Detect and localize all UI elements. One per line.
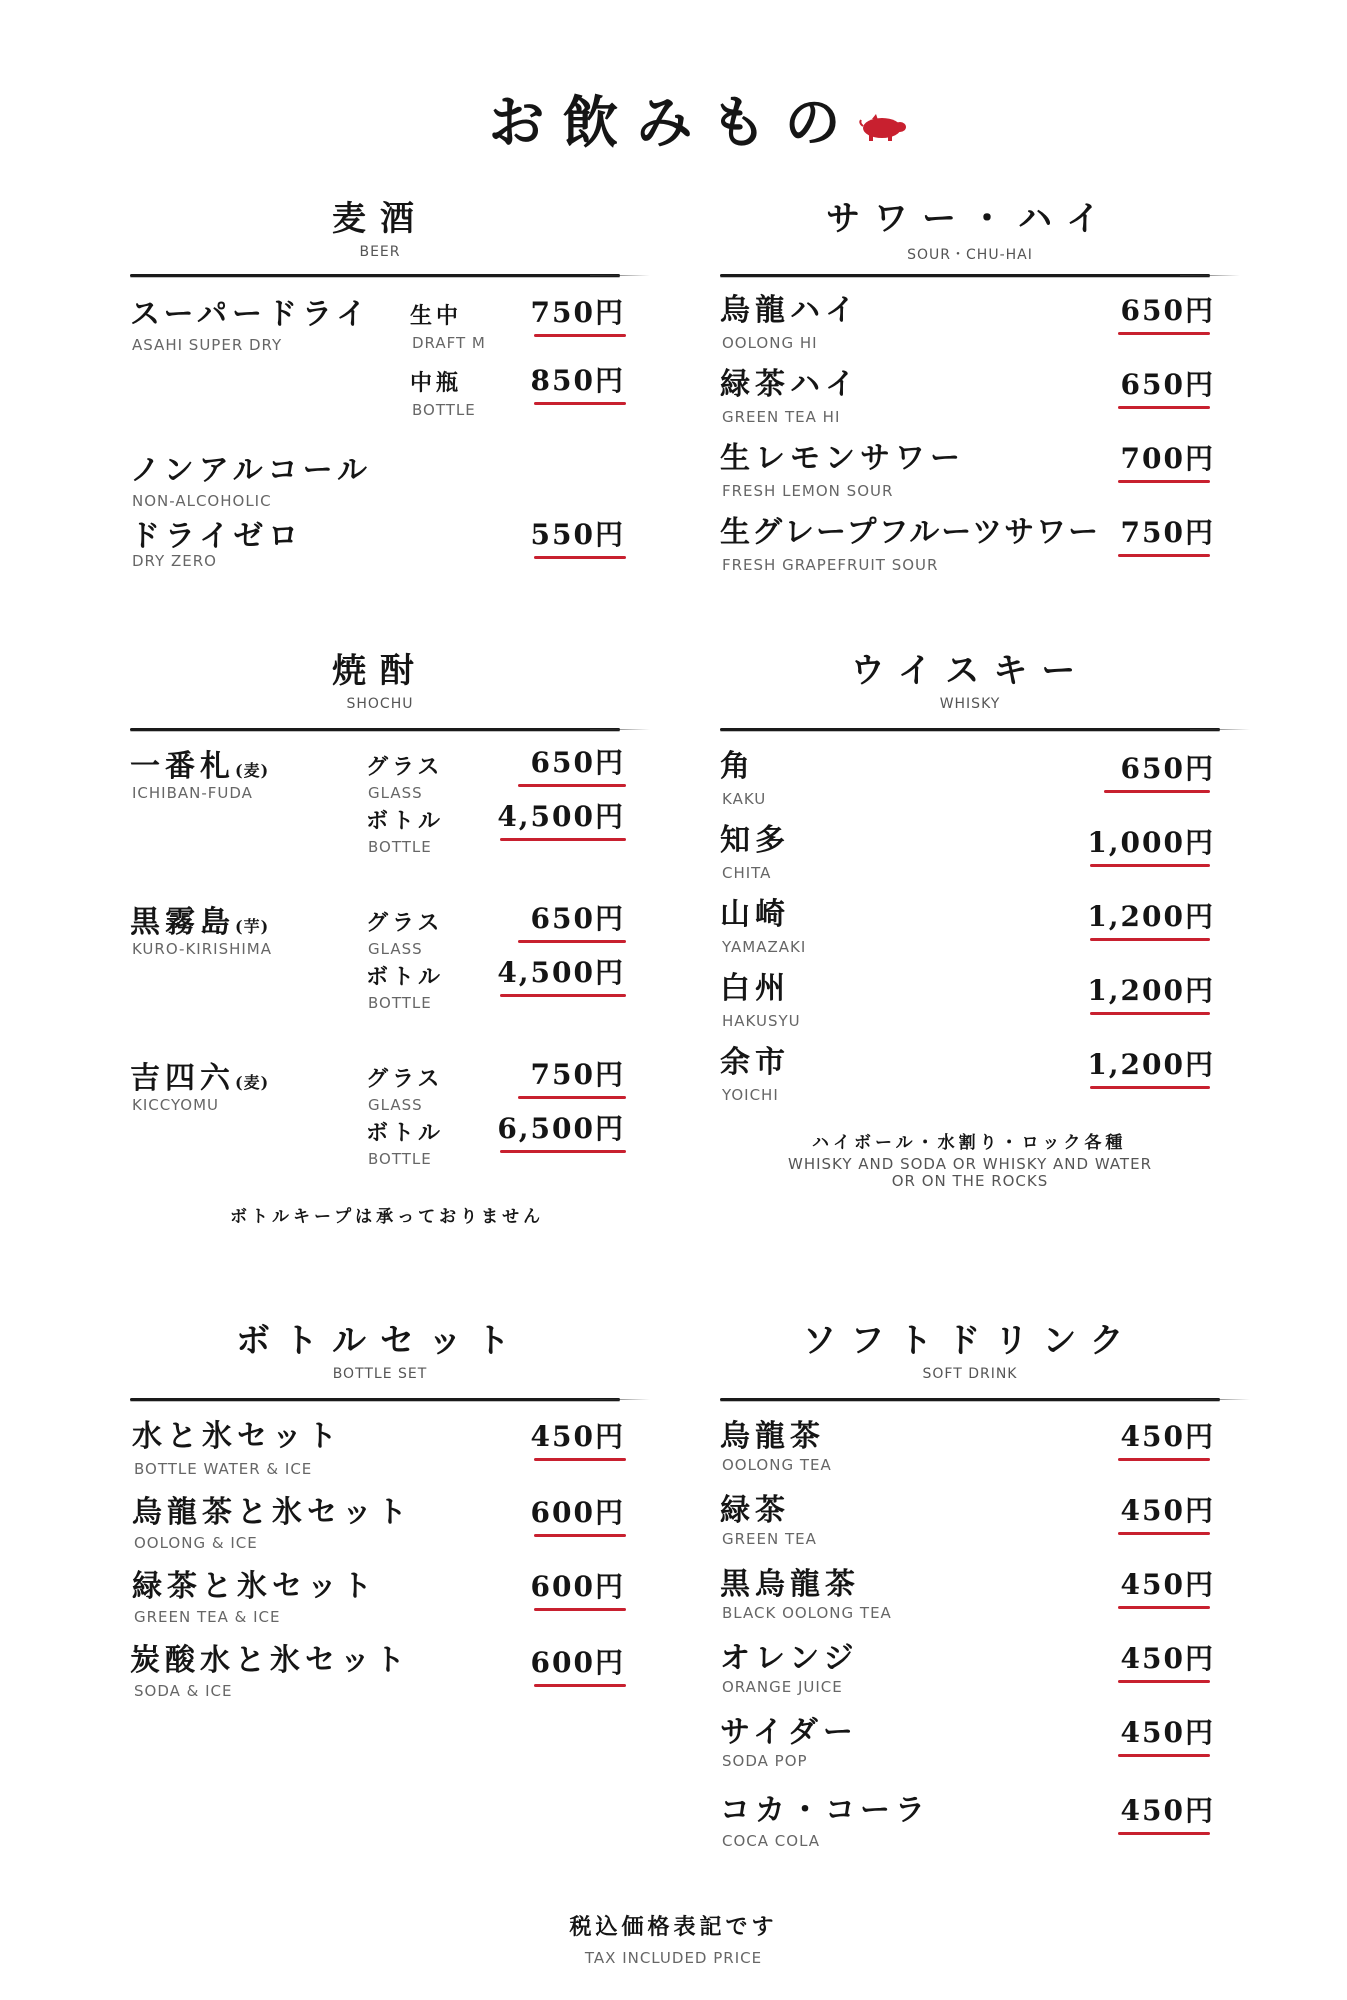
- beer-item-name: スーパードライ: [130, 297, 372, 332]
- shochu-name-text: 吉四六: [130, 1061, 235, 1096]
- price-underline: [1118, 554, 1210, 557]
- softdrink-header: [720, 1320, 1220, 1382]
- menu-item-name: 炭酸水と氷セット: [130, 1643, 410, 1678]
- pig-icon: [858, 112, 908, 142]
- price-underline: [1118, 406, 1210, 409]
- sour-subtitle: SOUR・CHU-HAI: [907, 247, 1033, 263]
- price-underline: [1090, 938, 1210, 941]
- menu-item-en: BLACK OOLONG TEA: [722, 1604, 892, 1622]
- price: 750円: [530, 1058, 625, 1091]
- price: 650円: [530, 902, 625, 935]
- menu-item-name: 水と氷セット: [132, 1419, 342, 1454]
- whisky-title: ウイスキー: [850, 651, 1090, 691]
- price-underline: [518, 784, 626, 787]
- bottle-label-en: BOTTLE: [368, 838, 432, 856]
- menu-item-en: SODA POP: [722, 1752, 808, 1770]
- price-underline: [518, 1096, 626, 1099]
- price: 600円: [530, 1570, 625, 1603]
- shochu-name-en: KICCYOMU: [132, 1096, 220, 1114]
- menu-item-name: 生グレープフルーツサワー: [720, 515, 1101, 550]
- glass-label-en: GLASS: [368, 1096, 423, 1114]
- menu-item-name: 黒烏龍茶: [720, 1567, 860, 1602]
- price: 450円: [1120, 1494, 1215, 1527]
- bottle-label: ボトル: [366, 1120, 445, 1146]
- price: 450円: [1120, 1420, 1215, 1453]
- price: 1,000円: [1087, 826, 1215, 859]
- price: 450円: [1120, 1794, 1215, 1827]
- menu-item-name: 緑茶と氷セット: [132, 1569, 377, 1604]
- shochu-name-en: KURO-KIRISHIMA: [132, 940, 273, 958]
- beer-header: [130, 198, 630, 260]
- price: 4,500円: [497, 800, 625, 833]
- beer-item-en: ASAHI SUPER DRY: [132, 336, 283, 354]
- menu-item-en: CHITA: [722, 864, 772, 882]
- shochu-type: (麦): [235, 1073, 270, 1092]
- price: 650円: [1120, 294, 1215, 327]
- menu-item-en: FRESH GRAPEFRUIT SOUR: [722, 556, 939, 574]
- price-underline: [1090, 1012, 1210, 1015]
- price: 650円: [1120, 752, 1215, 785]
- menu-item-name: 緑茶ハイ: [720, 367, 860, 402]
- price: 600円: [530, 1646, 625, 1679]
- price: 700円: [1120, 442, 1215, 475]
- beer-divider: [130, 274, 620, 277]
- price-underline: [1118, 1832, 1210, 1835]
- menu-item-en: GREEN TEA & ICE: [134, 1608, 281, 1626]
- menu-item-name: 山崎: [720, 897, 790, 932]
- menu-item-en: KAKU: [722, 790, 767, 808]
- whisky-divider: [720, 728, 1220, 731]
- shochu-header: [130, 650, 630, 712]
- price: 1,200円: [1087, 974, 1215, 1007]
- softdrink-divider: [720, 1398, 1220, 1401]
- menu-item-en: OOLONG HI: [722, 334, 818, 352]
- price-underline: [518, 940, 626, 943]
- tax-note-en: TAX INCLUDED PRICE: [584, 1949, 763, 1967]
- tax-note: 税込価格表記です: [569, 1914, 778, 1940]
- price-underline: [1090, 1086, 1210, 1089]
- menu-item-en: BOTTLE WATER & ICE: [134, 1460, 313, 1478]
- menu-item-en: YAMAZAKI: [722, 938, 807, 956]
- price-underline: [1118, 332, 1210, 335]
- price-underline: [534, 1458, 626, 1461]
- price-underline: [1118, 480, 1210, 483]
- bottle-label: ボトル: [366, 808, 445, 834]
- price-underline: [500, 1150, 626, 1153]
- price: 4,500円: [497, 956, 625, 989]
- price-underline: [534, 1534, 626, 1537]
- beer-size-en: DRAFT M: [412, 334, 486, 352]
- price-underline: [534, 556, 626, 559]
- price: 1,200円: [1087, 1048, 1215, 1081]
- price-underline: [1118, 1754, 1210, 1757]
- beer-size-label: 生中: [410, 303, 463, 329]
- shochu-name-text: 黒霧島: [130, 905, 235, 940]
- menu-item-name: 余市: [720, 1045, 790, 1080]
- price-underline: [1118, 1458, 1210, 1461]
- bottleset-subtitle: BOTTLE SET: [332, 1366, 428, 1382]
- price: 850円: [530, 364, 625, 397]
- bottle-label: ボトル: [366, 964, 445, 990]
- nonalc-heading-en: NON-ALCOHOLIC: [132, 492, 272, 510]
- menu-item-en: GREEN TEA: [722, 1530, 817, 1548]
- price-underline: [1090, 864, 1210, 867]
- beer-item-en: DRY ZERO: [132, 552, 217, 570]
- menu-item-name: 緑茶: [720, 1493, 790, 1528]
- beer-title: 麦酒: [332, 199, 428, 239]
- menu-item-en: YOICHI: [722, 1086, 779, 1104]
- menu-item-en: OOLONG TEA: [722, 1456, 832, 1474]
- menu-item-en: COCA COLA: [722, 1832, 821, 1850]
- bottleset-divider: [130, 1398, 620, 1401]
- glass-label-en: GLASS: [368, 940, 423, 958]
- menu-item-en: OOLONG & ICE: [134, 1534, 258, 1552]
- beer-size-label: 中瓶: [410, 370, 463, 396]
- price-underline: [500, 994, 626, 997]
- beer-item-name: ドライゼロ: [130, 519, 304, 554]
- price: 600円: [530, 1496, 625, 1529]
- whisky-note-en-line2: OR ON THE ROCKS: [891, 1172, 1049, 1190]
- menu-item-name: 角: [720, 749, 755, 784]
- menu-item-en: SODA & ICE: [134, 1682, 233, 1700]
- whisky-header: [720, 650, 1220, 712]
- softdrink-subtitle: SOFT DRINK: [922, 1366, 1018, 1382]
- price: 1,200円: [1087, 900, 1215, 933]
- price-underline: [534, 1684, 626, 1687]
- shochu-subtitle: SHOCHU: [346, 696, 414, 712]
- menu-item-name: 知多: [720, 823, 790, 858]
- nonalc-heading: ノンアルコール: [130, 453, 372, 488]
- bottle-label-en: BOTTLE: [368, 1150, 432, 1168]
- price-underline: [534, 402, 626, 405]
- price-underline: [534, 1608, 626, 1611]
- whisky-note-en-line1: WHISKY AND SODA OR WHISKY AND WATER: [788, 1155, 1152, 1173]
- shochu-name-text: 一番札: [130, 749, 235, 784]
- menu-item-en: HAKUSYU: [722, 1012, 801, 1030]
- menu-item-name: オレンジ: [720, 1641, 859, 1676]
- shochu-divider: [130, 728, 620, 731]
- sour-title: サワー・ハイ: [826, 199, 1114, 239]
- menu-item-name: 白州: [720, 971, 790, 1006]
- page-title: お飲みもの: [488, 90, 859, 156]
- whisky-note-en: [720, 1156, 1220, 1190]
- menu-item-en: ORANGE JUICE: [722, 1678, 843, 1696]
- glass-label: グラス: [366, 1066, 444, 1092]
- price-underline: [1118, 1606, 1210, 1609]
- sour-divider: [720, 274, 1210, 277]
- softdrink-title: ソフトドリンク: [802, 1321, 1138, 1361]
- bottleset-title: ボトルセット: [236, 1321, 524, 1361]
- price: 450円: [1120, 1716, 1215, 1749]
- glass-label-en: GLASS: [368, 784, 423, 802]
- price-underline: [1118, 1680, 1210, 1683]
- price-underline: [534, 334, 626, 337]
- bottleset-header: [130, 1320, 630, 1382]
- whisky-note: ハイボール・水割り・ロック各種: [812, 1133, 1127, 1153]
- bottle-label-en: BOTTLE: [368, 994, 432, 1012]
- menu-item-name: コカ・コーラ: [720, 1793, 930, 1828]
- price: 650円: [530, 746, 625, 779]
- glass-label: グラス: [366, 754, 444, 780]
- price-underline: [500, 838, 626, 841]
- menu-item-name: サイダー: [720, 1715, 858, 1750]
- beer-size-en: BOTTLE: [412, 401, 476, 419]
- menu-item-name: 生レモンサワー: [720, 441, 965, 476]
- menu-item-en: GREEN TEA HI: [722, 408, 841, 426]
- whisky-subtitle: WHISKY: [939, 696, 1001, 712]
- shochu-name-en: ICHIBAN-FUDA: [132, 784, 253, 802]
- menu-item-name: 烏龍茶と氷セット: [132, 1495, 412, 1530]
- bottle-keep-note: ボトルキープは承っておりません: [230, 1207, 545, 1227]
- shochu-type: (芋): [235, 917, 270, 936]
- beer-subtitle: BEER: [359, 244, 401, 260]
- shochu-type: (麦): [235, 761, 270, 780]
- price: 750円: [1120, 516, 1215, 549]
- price: 450円: [530, 1420, 625, 1453]
- price: 650円: [1120, 368, 1215, 401]
- menu-item-name: 烏龍ハイ: [720, 293, 860, 328]
- price: 450円: [1120, 1642, 1215, 1675]
- price: 750円: [530, 296, 625, 329]
- glass-label: グラス: [366, 910, 444, 936]
- price-underline: [1118, 1532, 1210, 1535]
- shochu-title: 焼酎: [332, 651, 428, 691]
- price: 450円: [1120, 1568, 1215, 1601]
- menu-item-en: FRESH LEMON SOUR: [722, 482, 894, 500]
- price: 550円: [530, 518, 625, 551]
- price: 6,500円: [497, 1112, 625, 1145]
- menu-item-name: 烏龍茶: [720, 1419, 825, 1454]
- footer: [0, 1910, 1347, 1967]
- price-underline: [1104, 790, 1210, 793]
- sour-header: [720, 198, 1220, 264]
